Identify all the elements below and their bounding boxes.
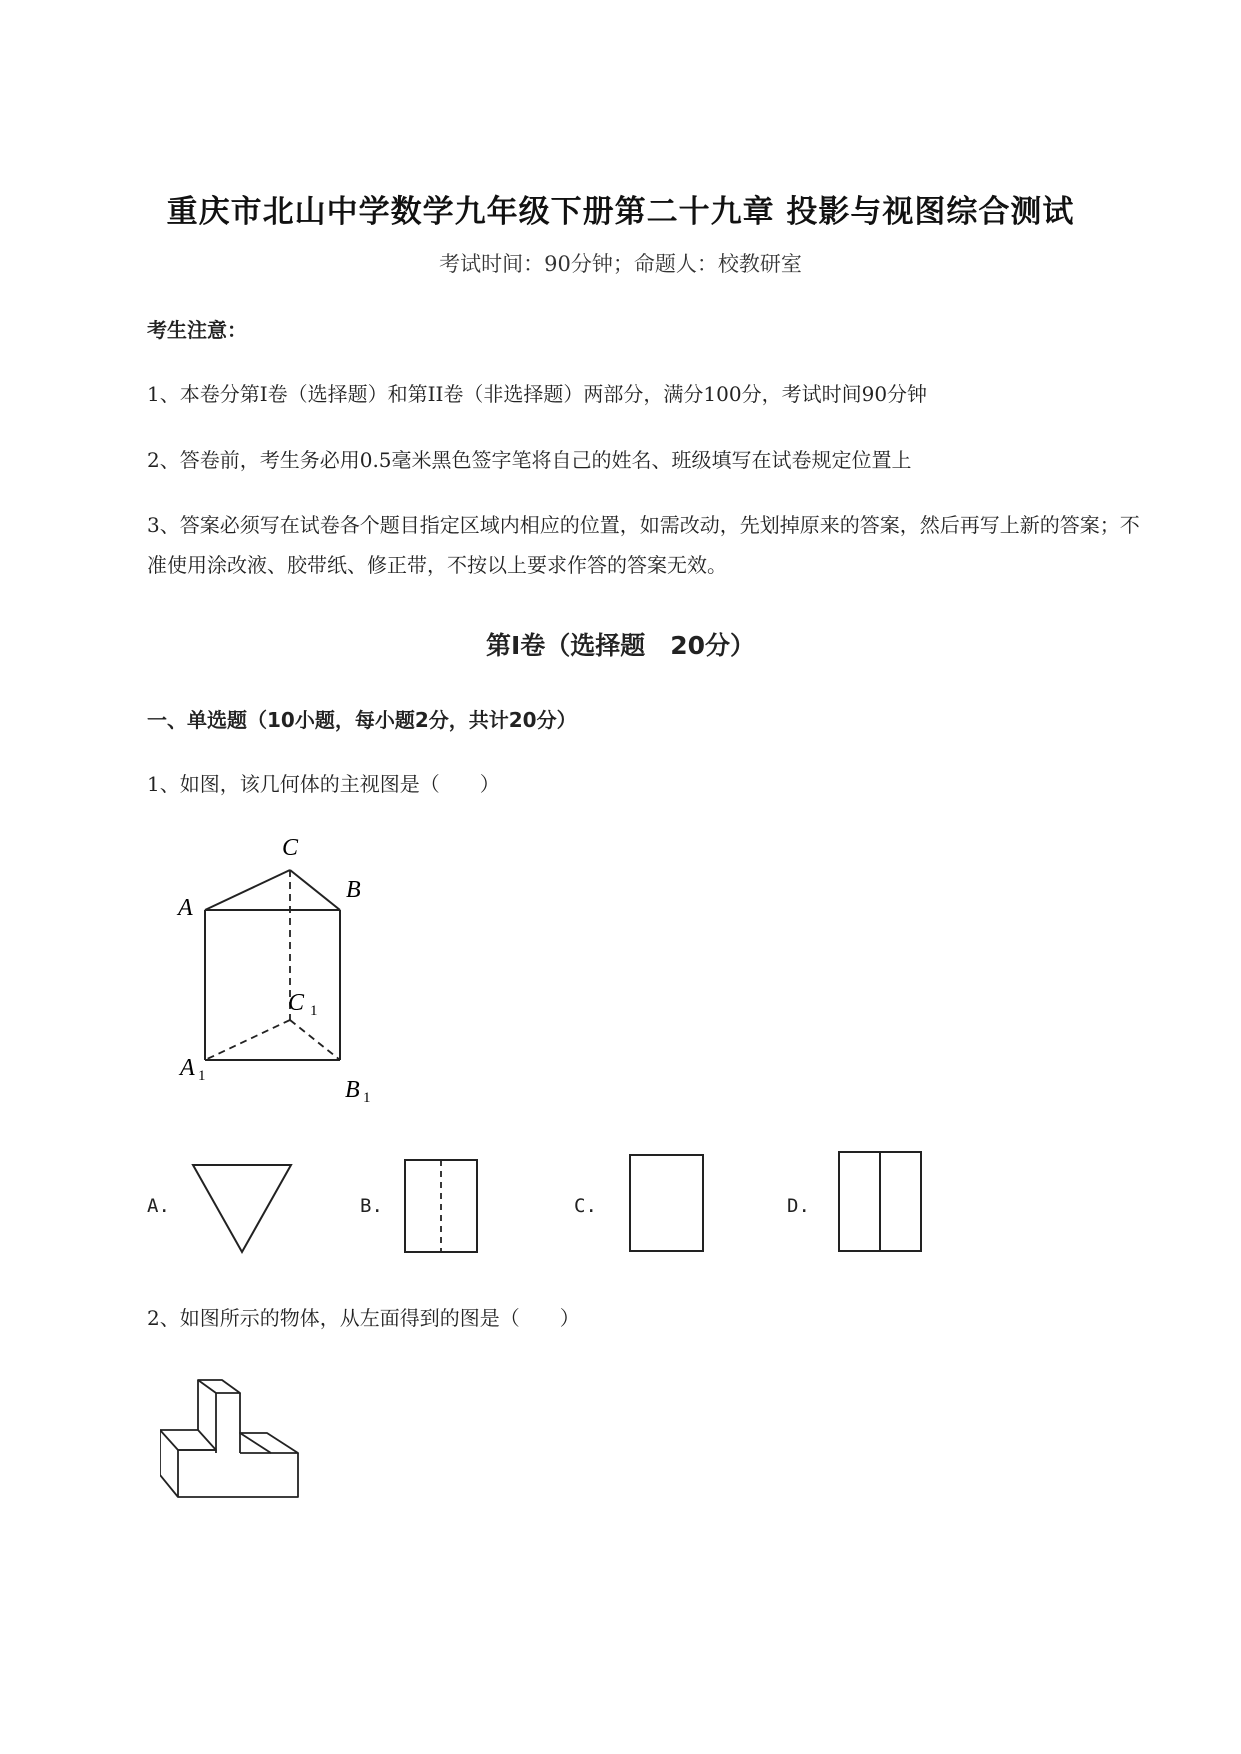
label-a1: A bbox=[180, 1055, 195, 1081]
option-c-rect bbox=[629, 1153, 709, 1258]
option-b-rect-dashed bbox=[404, 1158, 484, 1258]
exam-info: 考试时间：90分钟；命题人：校教研室 bbox=[439, 252, 802, 276]
option-c-label: C. bbox=[574, 1195, 597, 1217]
option-a-triangle bbox=[190, 1160, 300, 1260]
page-title: 重庆市北山中学数学九年级下册第二十九章 投影与视图综合测试 bbox=[166, 194, 1075, 230]
question-2-text: 2、如图所示的物体，从左面得到的图是（ ） bbox=[147, 1306, 580, 1330]
notice-item-2: 2、答卷前，考生务必用0.5毫米黑色签字笔将自己的姓名、班级填写在试卷规定位置上 bbox=[147, 448, 912, 472]
option-d-rect-split bbox=[838, 1150, 928, 1255]
prism-figure bbox=[170, 825, 410, 1105]
label-a1-sub: 1 bbox=[198, 1068, 206, 1084]
label-c1: C bbox=[288, 990, 305, 1016]
label-b: B bbox=[346, 877, 361, 903]
block-figure bbox=[160, 1375, 310, 1505]
label-a: A bbox=[178, 895, 193, 921]
label-c: C bbox=[282, 835, 299, 861]
label-b1-sub: 1 bbox=[363, 1090, 371, 1105]
question-1-text: 1、如图，该几何体的主视图是（ ） bbox=[147, 772, 500, 796]
part-heading: 一、单选题（10小题，每小题2分，共计20分） bbox=[147, 708, 577, 732]
section-title: 第I卷（选择题 20分） bbox=[485, 631, 756, 660]
option-b-label: B. bbox=[360, 1195, 383, 1217]
notice-heading: 考生注意： bbox=[147, 318, 247, 342]
option-a-label: A. bbox=[147, 1195, 170, 1217]
notice-item-1: 1、本卷分第I卷（选择题）和第II卷（非选择题）两部分，满分100分，考试时间90分钟 bbox=[147, 382, 928, 406]
label-b1: B bbox=[345, 1077, 360, 1103]
option-d-label: D. bbox=[787, 1195, 810, 1217]
label-c1-sub: 1 bbox=[310, 1003, 318, 1019]
notice-item-3: 3、答案必须写在试卷各个题目指定区域内相应的位置，如需改动，先划掉原来的答案，然后再写上新的答案；不准使用涂改液、胶带纸、修正带，不按以上要求作答的答案无效。 bbox=[147, 513, 1140, 577]
